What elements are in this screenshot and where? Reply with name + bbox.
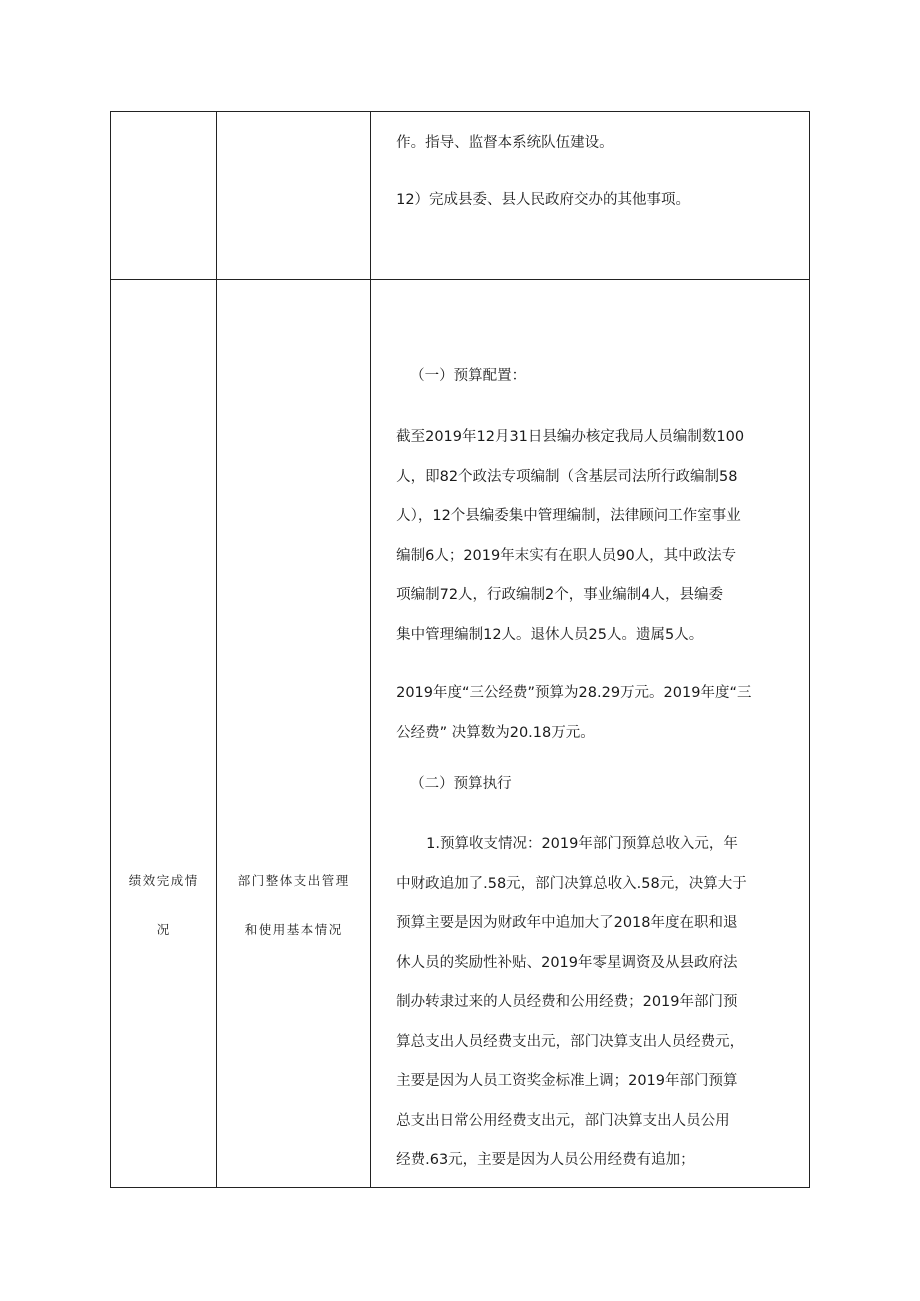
content-line: 作。指导、监督本系统队伍建设。 <box>396 135 614 151</box>
section-heading: （二）预算执行 <box>410 776 512 793</box>
paragraph-budget-execution: 1.预算收支情况：2019年部门预算总收入元，年 中财政追加了.58元，部门决算总收入.58元，决算大于 预算主要是因为财政年中追加大了2018年度在职和退 休人员的奖励性补贴、2019年零星调资及从县政府法 制办转隶过来的人员经费和公用经费；2019年部门预 算总支出人员经费支出元，部门决算支出人员经费元， 主要是因为人员工资奖金标准上调；2019年部门预算 总支出日常公用经费支出元，部门决算支出人员公用 经费.63元，主要是因为人员公用经费有追加； <box>396 836 747 1169</box>
table-row <box>111 280 810 1188</box>
paragraph-staffing: 截至2019年12月31日县编办核定我局人员编制数100 人，即82个政法专项编制（含基层司法所行政编制58 人），12个县编委集中管理编制，法律顾问工作室事业 编制6人；2019年末实有在职人员90人，其中政法专 项编制72人，行政编制2个，事业编制4人，县编委 集中管理编制12人。退休人员25人。遗属5人。 <box>396 429 745 643</box>
category-label-cell <box>111 280 217 1188</box>
section-heading: （一）预算配置： <box>410 368 527 385</box>
content-line: 12）完成县委、县人民政府交办的其他事项。 <box>396 192 691 208</box>
item-cell-empty <box>217 112 371 280</box>
performance-table <box>110 111 810 1188</box>
category-label: 绩效完成情 况 <box>128 873 199 938</box>
content-cell <box>371 280 810 1188</box>
table-row <box>111 112 810 280</box>
content-cell <box>371 112 810 280</box>
paragraph-three-public-expenses: 2019年度“三公经费”预算为28.29万元。2019年度“三 公经费” 决算数为20.18万元。 <box>396 685 752 741</box>
item-label: 部门整体支出管理 和使用基本情况 <box>237 873 350 938</box>
category-cell-empty <box>111 112 217 280</box>
item-label-cell <box>217 280 371 1188</box>
